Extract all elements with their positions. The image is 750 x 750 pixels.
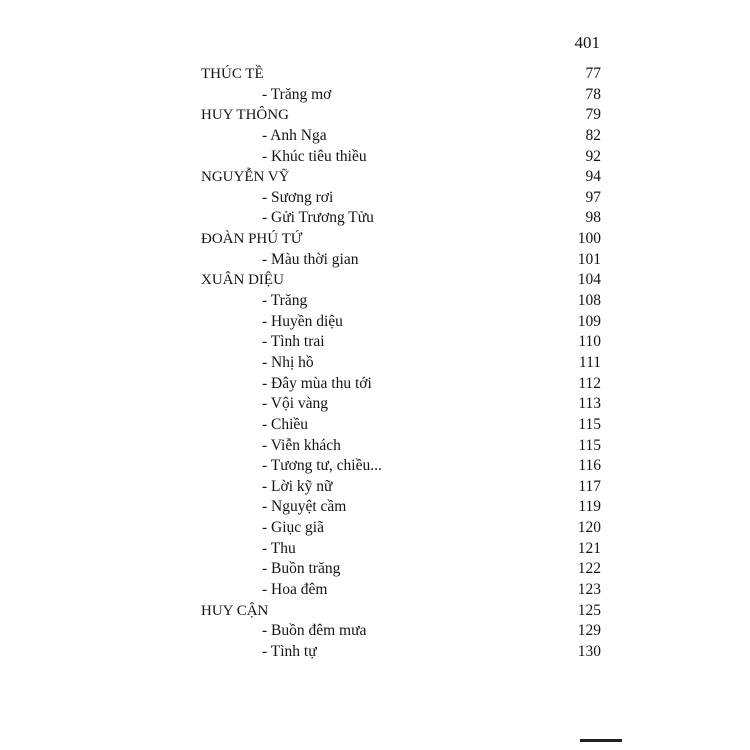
poem-title: - Nguyệt cầm bbox=[262, 498, 347, 516]
toc-poem-row bbox=[201, 394, 601, 415]
toc-page-number: 117 bbox=[578, 477, 601, 495]
toc-author-row bbox=[201, 270, 601, 291]
poem-title: - Huyền diệu bbox=[262, 312, 343, 330]
toc-page-number: 119 bbox=[578, 498, 601, 516]
poem-title: - Khúc tiêu thiều bbox=[262, 147, 367, 165]
poem-title: - Đây mùa thu tới bbox=[262, 374, 372, 392]
toc-page-number: 123 bbox=[577, 581, 601, 599]
toc-page-number: 97 bbox=[585, 188, 601, 206]
poem-title: - Vội vàng bbox=[262, 395, 329, 413]
toc-poem-row bbox=[201, 477, 601, 498]
toc-poem-row bbox=[201, 539, 601, 560]
poem-title: - Giục giã bbox=[262, 519, 324, 537]
toc-poem-row bbox=[201, 621, 601, 642]
toc-page-number: 78 bbox=[585, 85, 601, 103]
toc-poem-row bbox=[201, 291, 601, 312]
poem-title: - Tương tư, chiều... bbox=[262, 457, 382, 475]
poem-title: - Buồn đêm mưa bbox=[262, 622, 367, 640]
toc-poem-row bbox=[201, 518, 601, 539]
toc-page-number: 109 bbox=[577, 312, 601, 330]
toc-page-number: 115 bbox=[578, 415, 601, 433]
toc-poem-row bbox=[201, 456, 601, 477]
toc-page-number: 98 bbox=[585, 209, 601, 227]
author-name: HUY CẬN bbox=[201, 602, 269, 619]
poem-title: - Trăng mơ bbox=[262, 85, 332, 103]
poem-title: - Chiều bbox=[262, 415, 309, 433]
toc-poem-row bbox=[201, 85, 601, 106]
toc-poem-row bbox=[201, 580, 601, 601]
author-name: THÚC TỀ bbox=[201, 66, 264, 82]
poem-title: - Trăng bbox=[262, 292, 308, 310]
page-number: 401 bbox=[574, 33, 600, 52]
bottom-rule bbox=[580, 739, 622, 742]
toc-page-number: 120 bbox=[577, 519, 601, 537]
toc-poem-row bbox=[201, 497, 601, 518]
poem-title: - Màu thời gian bbox=[262, 250, 359, 268]
poem-title: - Thu bbox=[262, 539, 296, 557]
author-name: XUÂN DIỆU bbox=[201, 272, 284, 289]
toc-page-number: 110 bbox=[578, 333, 601, 351]
toc-author-row bbox=[201, 105, 601, 126]
toc-page-number: 113 bbox=[578, 395, 601, 413]
poem-title: - Hoa đêm bbox=[262, 581, 328, 599]
toc-page-number: 79 bbox=[585, 106, 601, 124]
toc-poem-row bbox=[201, 353, 601, 374]
toc-poem-row bbox=[201, 312, 601, 333]
author-name: ĐOÀN PHÚ TỨ bbox=[201, 231, 303, 248]
toc-page-number: 94 bbox=[585, 168, 601, 186]
toc-page-number: 122 bbox=[577, 560, 601, 578]
toc-page-number: 101 bbox=[577, 250, 601, 268]
poem-title: - Sương rơi bbox=[262, 188, 334, 206]
toc-page-number: 82 bbox=[585, 126, 601, 144]
toc-page-number: 115 bbox=[578, 436, 601, 454]
toc-poem-row bbox=[201, 147, 601, 168]
toc-page-number: 125 bbox=[577, 601, 601, 619]
poem-title: - Buồn trăng bbox=[262, 560, 341, 578]
poem-title: - Nhị hồ bbox=[262, 353, 314, 371]
toc-author-row bbox=[201, 601, 601, 622]
toc-author-row bbox=[201, 167, 601, 188]
toc-poem-row bbox=[201, 188, 601, 209]
toc-poem-row bbox=[201, 415, 601, 436]
toc-poem-row bbox=[201, 208, 601, 229]
author-name: NGUYỄN VỸ bbox=[201, 169, 290, 186]
toc-poem-row bbox=[201, 374, 601, 395]
toc-poem-row bbox=[201, 559, 601, 580]
toc-poem-row bbox=[201, 642, 601, 663]
poem-title: - Gửi Trương Tửu bbox=[262, 209, 374, 227]
toc-page-number: 92 bbox=[585, 147, 601, 165]
toc-poem-row bbox=[201, 436, 601, 457]
toc-page-number: 112 bbox=[578, 374, 601, 392]
toc-page-number: 121 bbox=[577, 539, 601, 557]
toc-page-number: 108 bbox=[577, 292, 601, 310]
toc-page-number: 116 bbox=[578, 457, 601, 475]
toc-author-row bbox=[201, 64, 601, 85]
poem-title: - Lời kỹ nữ bbox=[262, 477, 333, 495]
toc-page-number: 77 bbox=[585, 65, 601, 82]
poem-title: - Tình tự bbox=[262, 642, 317, 660]
toc-page-number: 129 bbox=[577, 622, 601, 640]
poem-title: - Tình trai bbox=[262, 333, 325, 351]
toc-poem-row bbox=[201, 126, 601, 147]
author-name: HUY THÔNG bbox=[201, 107, 289, 124]
toc-page-number: 130 bbox=[577, 642, 601, 660]
toc-page-number: 104 bbox=[577, 271, 601, 289]
toc-poem-row bbox=[201, 250, 601, 271]
toc-page-number: 111 bbox=[578, 353, 601, 371]
toc-poem-row bbox=[201, 332, 601, 353]
table-of-contents bbox=[201, 64, 601, 663]
poem-title: - Viễn khách bbox=[262, 436, 341, 454]
toc-author-row bbox=[201, 229, 601, 250]
toc-page-number: 100 bbox=[577, 230, 601, 248]
poem-title: - Anh Nga bbox=[262, 126, 327, 144]
